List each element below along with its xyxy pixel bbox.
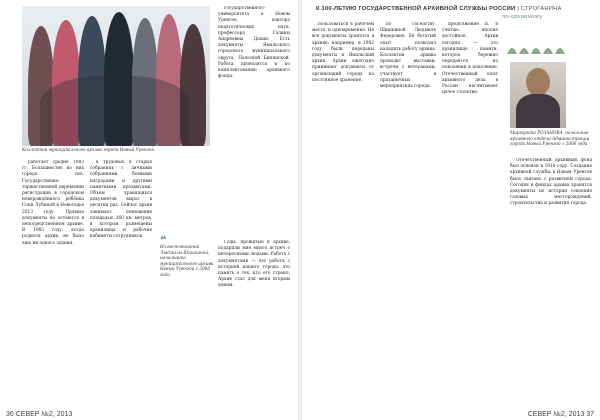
portrait-head	[526, 68, 550, 96]
front-row	[40, 76, 190, 146]
quote-text: Из воспоминаний Людмилы Шишкиной, начальника муниципального архива Новый Уренгой с 2006 года	[160, 244, 214, 277]
left-page-footer: 36 СЕВЕР №2, 2013	[6, 411, 73, 418]
photo-caption: Коллектив муниципального архива города Новый Уренгой	[22, 147, 155, 152]
text-column-4	[510, 158, 592, 408]
text-column-2	[380, 22, 436, 408]
left-page	[0, 0, 298, 420]
header-title: К 100-ЛЕТИЮ ГОСУДАРСТВЕННОЙ АРХИВНОЙ СЛУЖБЫ РОССИИ	[316, 6, 516, 12]
paragraph: государственного университета в Новом Уренгое, доктора педагогических наук, профессора Галины Андреевны Дахин. Есть документы Ямальского городского муниципального округа, Пальской Бинянской. Работа проводится и по комплектованию архивного фонда.	[218, 6, 290, 80]
text-column-1	[312, 22, 374, 408]
right-page	[302, 0, 600, 420]
text-column-2	[90, 160, 152, 408]
text-column-4	[218, 240, 290, 408]
pull-quote	[160, 233, 218, 277]
portrait-body	[516, 94, 560, 128]
paragraph: Отечественный архивный фонд был основан в 1918 году. Создание архивной службы в Новом Уренгое было связано с развитием города. Сегодня в фондах архива хранятся документы по истории освоения газовых месторождений, строительства и развития города.	[510, 158, 592, 207]
section-header	[316, 6, 596, 12]
portrait-caption	[510, 130, 592, 147]
quote-mark-icon: ❝	[160, 233, 167, 247]
paragraph: в трудовых в старых собраниях с личными собраниями, боевыми наградами и другими памятными предметами. Объём хранящихся документов вырос в десятки раз. Сейчас архив занимает помещение площадью 260 кв. метров, в котором размещены хранилища и рабочие кабинеты сотрудников.	[90, 160, 152, 240]
decorative-ornament-icon	[502, 40, 572, 60]
paragraph: по соседству. Шишкиной Людмиле Федоровне. Её богатый опыт позволил наладить работу архива. Коллектив архива проводит выставки, встречи с ветеранами, участвует в праздничных мероприятиях города.	[380, 22, 436, 90]
paragraph: продолжение и, я считаю, вполне достойное. Архив сегодня — это хранилище памяти, которое бережно передаётся из поколения в поколение. Отечественный опыт архивного дела в России насчитывает целое столетие.	[442, 22, 498, 96]
text-column-1	[22, 160, 84, 408]
header-subtitle: по-архивному	[502, 14, 543, 20]
text-column-3	[218, 6, 290, 234]
portrait-photo	[510, 62, 566, 128]
paragraph: Годы, прожитые в архиве, подарили мне много встреч с интересными людьми. Работа с документами — это работа с историей нашего города, это память о тех, кто его строил. Архив стал для меня вторым домом.	[218, 240, 290, 289]
header-brand: | СТРОГАНИНА	[517, 6, 562, 12]
portrait-caption-text: Маргарита РОЗАНОВА, начальник архивного отдела Администрации города Новый Уренгой с 2006 года	[510, 130, 590, 146]
paragraph: пользоваться в рабочем месте, и одновременно. Не все документы хранятся в архиве: например, в 1992 году были переданы документы в Ямальский архив. Архив ежегодно принимает документы от организаций города на постоянное хранение.	[312, 22, 374, 83]
staff-group-photo	[22, 6, 210, 146]
right-page-footer: СЕВЕР №2, 2013 37	[527, 411, 594, 418]
text-column-3	[442, 22, 498, 408]
paragraph: работает средне 1983 гг. Большинство из них города сил. Государственно-торжественной церемонии регистрации в городском новорождённого ребёнка Сони Лубиной в Новогодье 2013 году. Прямые документы не остаются в непосредственном архиве. В 1983 году, когда родился архив, не было еще ни одного здания.	[22, 160, 84, 246]
